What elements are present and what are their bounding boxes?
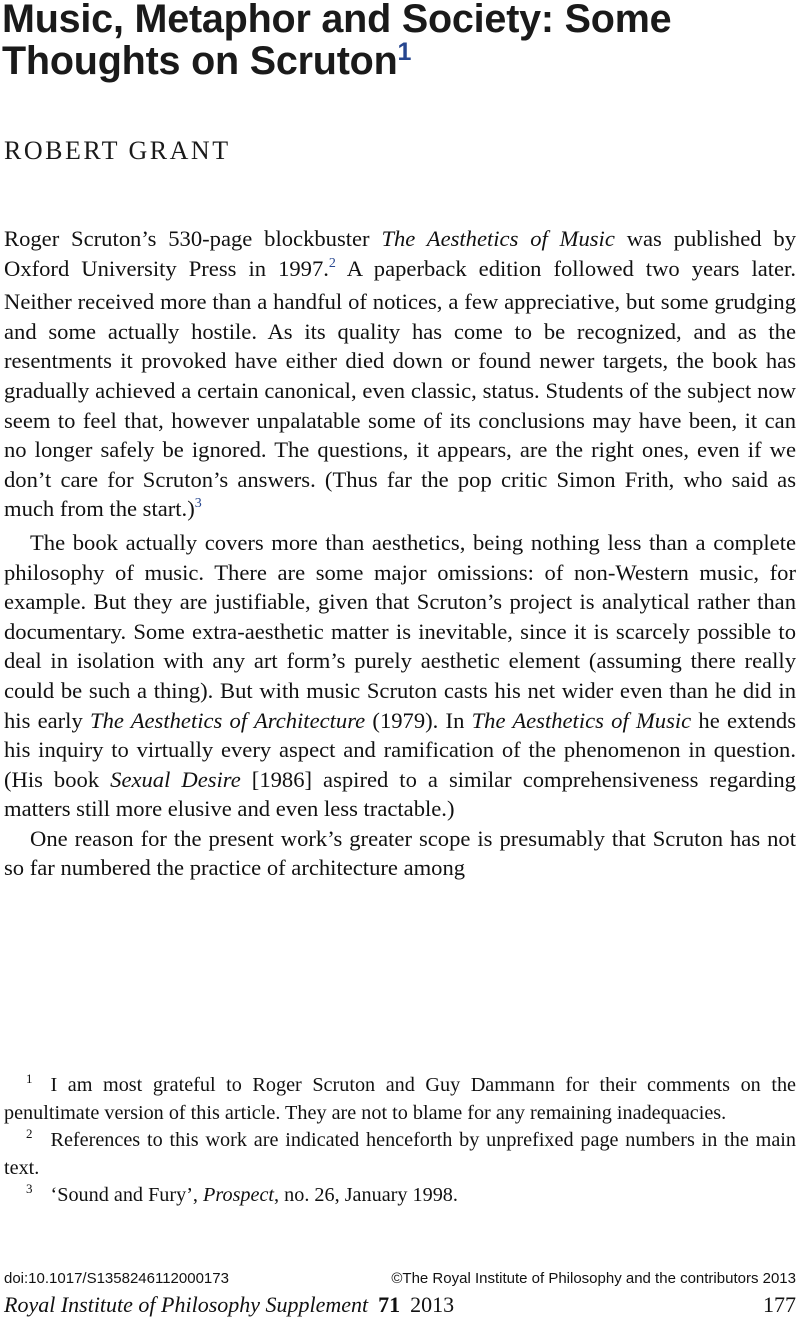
footnote-number: 3 (26, 1181, 33, 1196)
text-run: References to this work are indicated henceforth by unprefixed page numbers in the main text. (4, 1129, 796, 1179)
title-footnote-ref[interactable]: 1 (397, 38, 412, 66)
text-run: [1986] aspired to a similar comprehensiveness regarding matters still more elusive and even less tractable.) (4, 766, 796, 822)
text-run: (1979). In (365, 707, 472, 733)
journal-citation (4, 1292, 454, 1318)
footnote (4, 1127, 796, 1182)
author-name: ROBERT GRANT (4, 136, 231, 165)
article-title (2, 0, 798, 87)
journal-volume: 71 (378, 1292, 401, 1317)
text-run: , no. 26, January 1998. (274, 1184, 458, 1206)
italic-title: The Aesthetics of Architecture (90, 707, 366, 733)
italic-title: Sexual Desire (110, 766, 241, 792)
text-run: I am most grateful to Roger Scruton and Guy Dammann for their comments on the penultimate version of this article. They are not to blame for any remaining inadequacies. (4, 1074, 796, 1124)
article-title-text: Music, Metaphor and Society: Some Thoughts on Scruton (2, 0, 672, 83)
body-paragraph (4, 528, 796, 824)
journal-line (4, 1292, 796, 1320)
footnote (4, 1182, 796, 1210)
copyright-notice: ©The Royal Institute of Philosophy and the contributors 2013 (391, 1270, 796, 1287)
italic-title: The Aesthetics of Music (471, 707, 692, 733)
text-run: Roger Scruton’s 530-page blockbuster (4, 226, 382, 251)
doi-link[interactable]: doi:10.1017/S1358246112000173 (4, 1270, 229, 1287)
body-paragraph (4, 224, 796, 528)
journal-year: 2013 (410, 1292, 455, 1317)
italic-title: The Aesthetics of Music (381, 226, 615, 251)
footnote-number: 2 (26, 1126, 33, 1141)
text-run: ‘Sound and Fury’, (50, 1184, 204, 1206)
doi-line (4, 1270, 796, 1290)
footnote-ref[interactable]: 2 (328, 255, 336, 271)
footnotes-section (4, 1072, 796, 1210)
article-body (4, 224, 796, 883)
journal-name: Royal Institute of Philosophy Supplement (4, 1292, 369, 1317)
body-paragraph (4, 824, 796, 883)
text-run: The book actually covers more than aesthetics, being nothing less than a complete philosophy of music. There are some major omissions: of non-Western music, for example. But they are justifiable, given that Scruton’s project is analytical rather than documentary. Some extra-aesthetic matter is inevitable, since it is scarcely possible to deal in isolation with any art form’s purely aesthetic element (assuming there really could be such a thing). But with music Scruton casts his net wider even than he did in his early (4, 529, 796, 733)
page-number: 177 (763, 1292, 796, 1317)
italic-title: Prospect (203, 1184, 275, 1206)
text-run: was published by Oxford University Press in 1997. (4, 226, 796, 281)
footnote-number: 1 (26, 1071, 33, 1086)
text-run: he extends his inquiry to virtually every aspect and ramification of the phenomenon in question. (His book (4, 707, 796, 792)
text-run: One reason for the present work’s greater scope is presumably that Scruton has not so far numbered the practice of architecture among (4, 825, 796, 881)
text-run: A paperback edition followed two years later. Neither received more than a handful of notices, a few appreciative, but some grudging and some actually hostile. As its quality has come to be recognized, and as the resentments it provoked have either died down or found newer targets, the book has gradually achieved a certain canonical, even classic, status. Students of the subject now seem to feel that, however unpalatable some of its conclusions may have been, it can no longer safely be ignored. The questions, it appears, are the right ones, even if we don’t care for Scruton’s answers. (Thus far the pop critic Simon Frith, who said as much from the start.) (4, 255, 796, 522)
footnote (4, 1072, 796, 1127)
footnote-ref[interactable]: 3 (194, 496, 202, 512)
